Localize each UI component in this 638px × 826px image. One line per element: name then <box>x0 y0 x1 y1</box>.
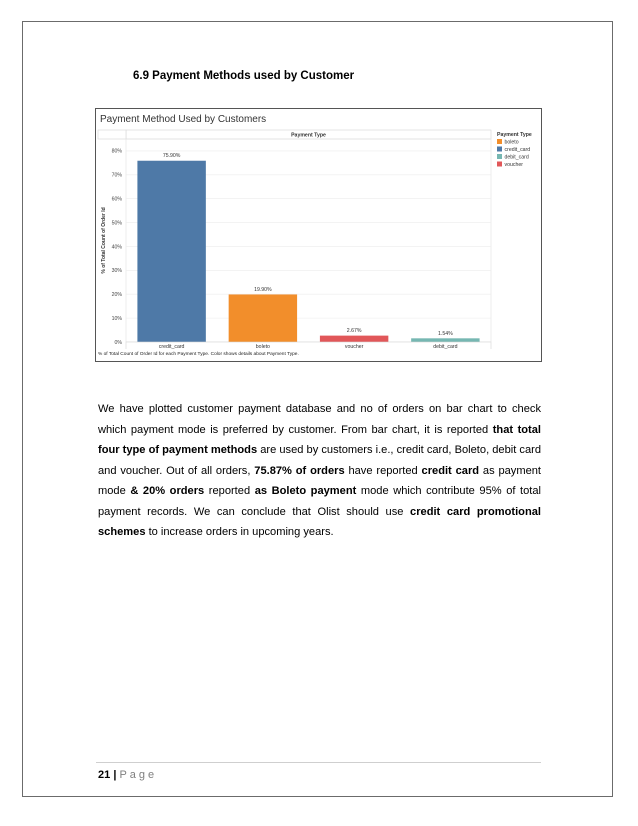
page-number: 21 <box>98 769 111 781</box>
bold-run: as Boleto payment <box>254 485 357 497</box>
y-tick-label: 80% <box>111 148 122 155</box>
footer-separator: | <box>113 769 117 781</box>
bold-run: & 20% orders <box>130 485 205 497</box>
section-title: 6.9 Payment Methods used by Customer <box>133 70 355 82</box>
legend-label: boleto <box>504 139 519 146</box>
bold-run: that total four type of payment methods <box>98 423 541 456</box>
bar-credit_card <box>137 161 205 342</box>
x-tick-label: boleto <box>255 343 270 349</box>
chart-title: Payment Method Used by Customers <box>100 114 267 125</box>
legend-swatch <box>497 147 502 152</box>
data-label: 75.90% <box>162 153 181 160</box>
y-tick-label: 60% <box>111 196 122 203</box>
footer-divider <box>96 762 541 763</box>
y-tick-label: 70% <box>111 172 122 179</box>
bold-run: credit card <box>421 464 480 477</box>
legend-swatch <box>497 139 502 144</box>
chart-header-corner <box>98 130 126 139</box>
body-paragraph <box>98 399 541 543</box>
bar-chart <box>96 109 541 349</box>
legend-label: voucher <box>504 161 523 168</box>
data-label: 1.54% <box>438 330 453 337</box>
text-run: to increase orders in upcoming years. <box>145 526 334 538</box>
y-axis-label: % of Total Count of Order Id <box>101 207 107 274</box>
legend-label: credit_card <box>504 146 531 153</box>
page-footer <box>98 769 157 781</box>
bar-debit_card <box>411 338 479 342</box>
legend-label: debit_card <box>504 154 529 161</box>
bold-run: 75.87% of orders <box>254 464 345 477</box>
bold-run: credit card promotional schemes <box>98 505 541 538</box>
text-run: have reported <box>344 464 422 477</box>
x-tick-label: voucher <box>344 343 364 349</box>
page-label: Page <box>119 769 158 781</box>
bar-boleto <box>229 294 297 342</box>
y-tick-label: 10% <box>111 315 122 322</box>
legend-swatch <box>497 154 502 159</box>
text-run: are used by customers i.e., credit card, Boleto, debit card and voucher. Out of all orders, <box>98 444 541 477</box>
bar-voucher <box>320 336 388 342</box>
legend-swatch <box>497 162 502 167</box>
text-run: as payment mode <box>98 464 542 497</box>
y-tick-label: 50% <box>111 220 122 227</box>
data-label: 2.67% <box>346 328 362 335</box>
chart-footnote: % of Total Count of Order Id for each Payment Type. Color shows details about Payment Type. <box>98 352 299 357</box>
x-tick-label: debit_card <box>433 343 458 349</box>
y-tick-label: 20% <box>111 292 122 299</box>
data-label: 19.90% <box>254 286 272 293</box>
text-run: mode which contribute 95% of total payment records. We can conclude that Olist should use <box>98 485 541 518</box>
y-tick-label: 0% <box>114 339 122 346</box>
y-tick-label: 40% <box>111 244 122 251</box>
legend-title: Payment Type <box>497 132 532 138</box>
x-tick-label: credit_card <box>158 343 185 349</box>
chart-header-label: Payment Type <box>291 132 326 139</box>
y-tick-label: 30% <box>111 268 122 275</box>
text-run: We have plotted customer payment database and no of orders on bar chart to check which payment mode is preferred by customer. From bar chart, it is reported <box>98 403 541 436</box>
chart-figure <box>95 108 542 362</box>
text-run: reported <box>204 485 255 497</box>
